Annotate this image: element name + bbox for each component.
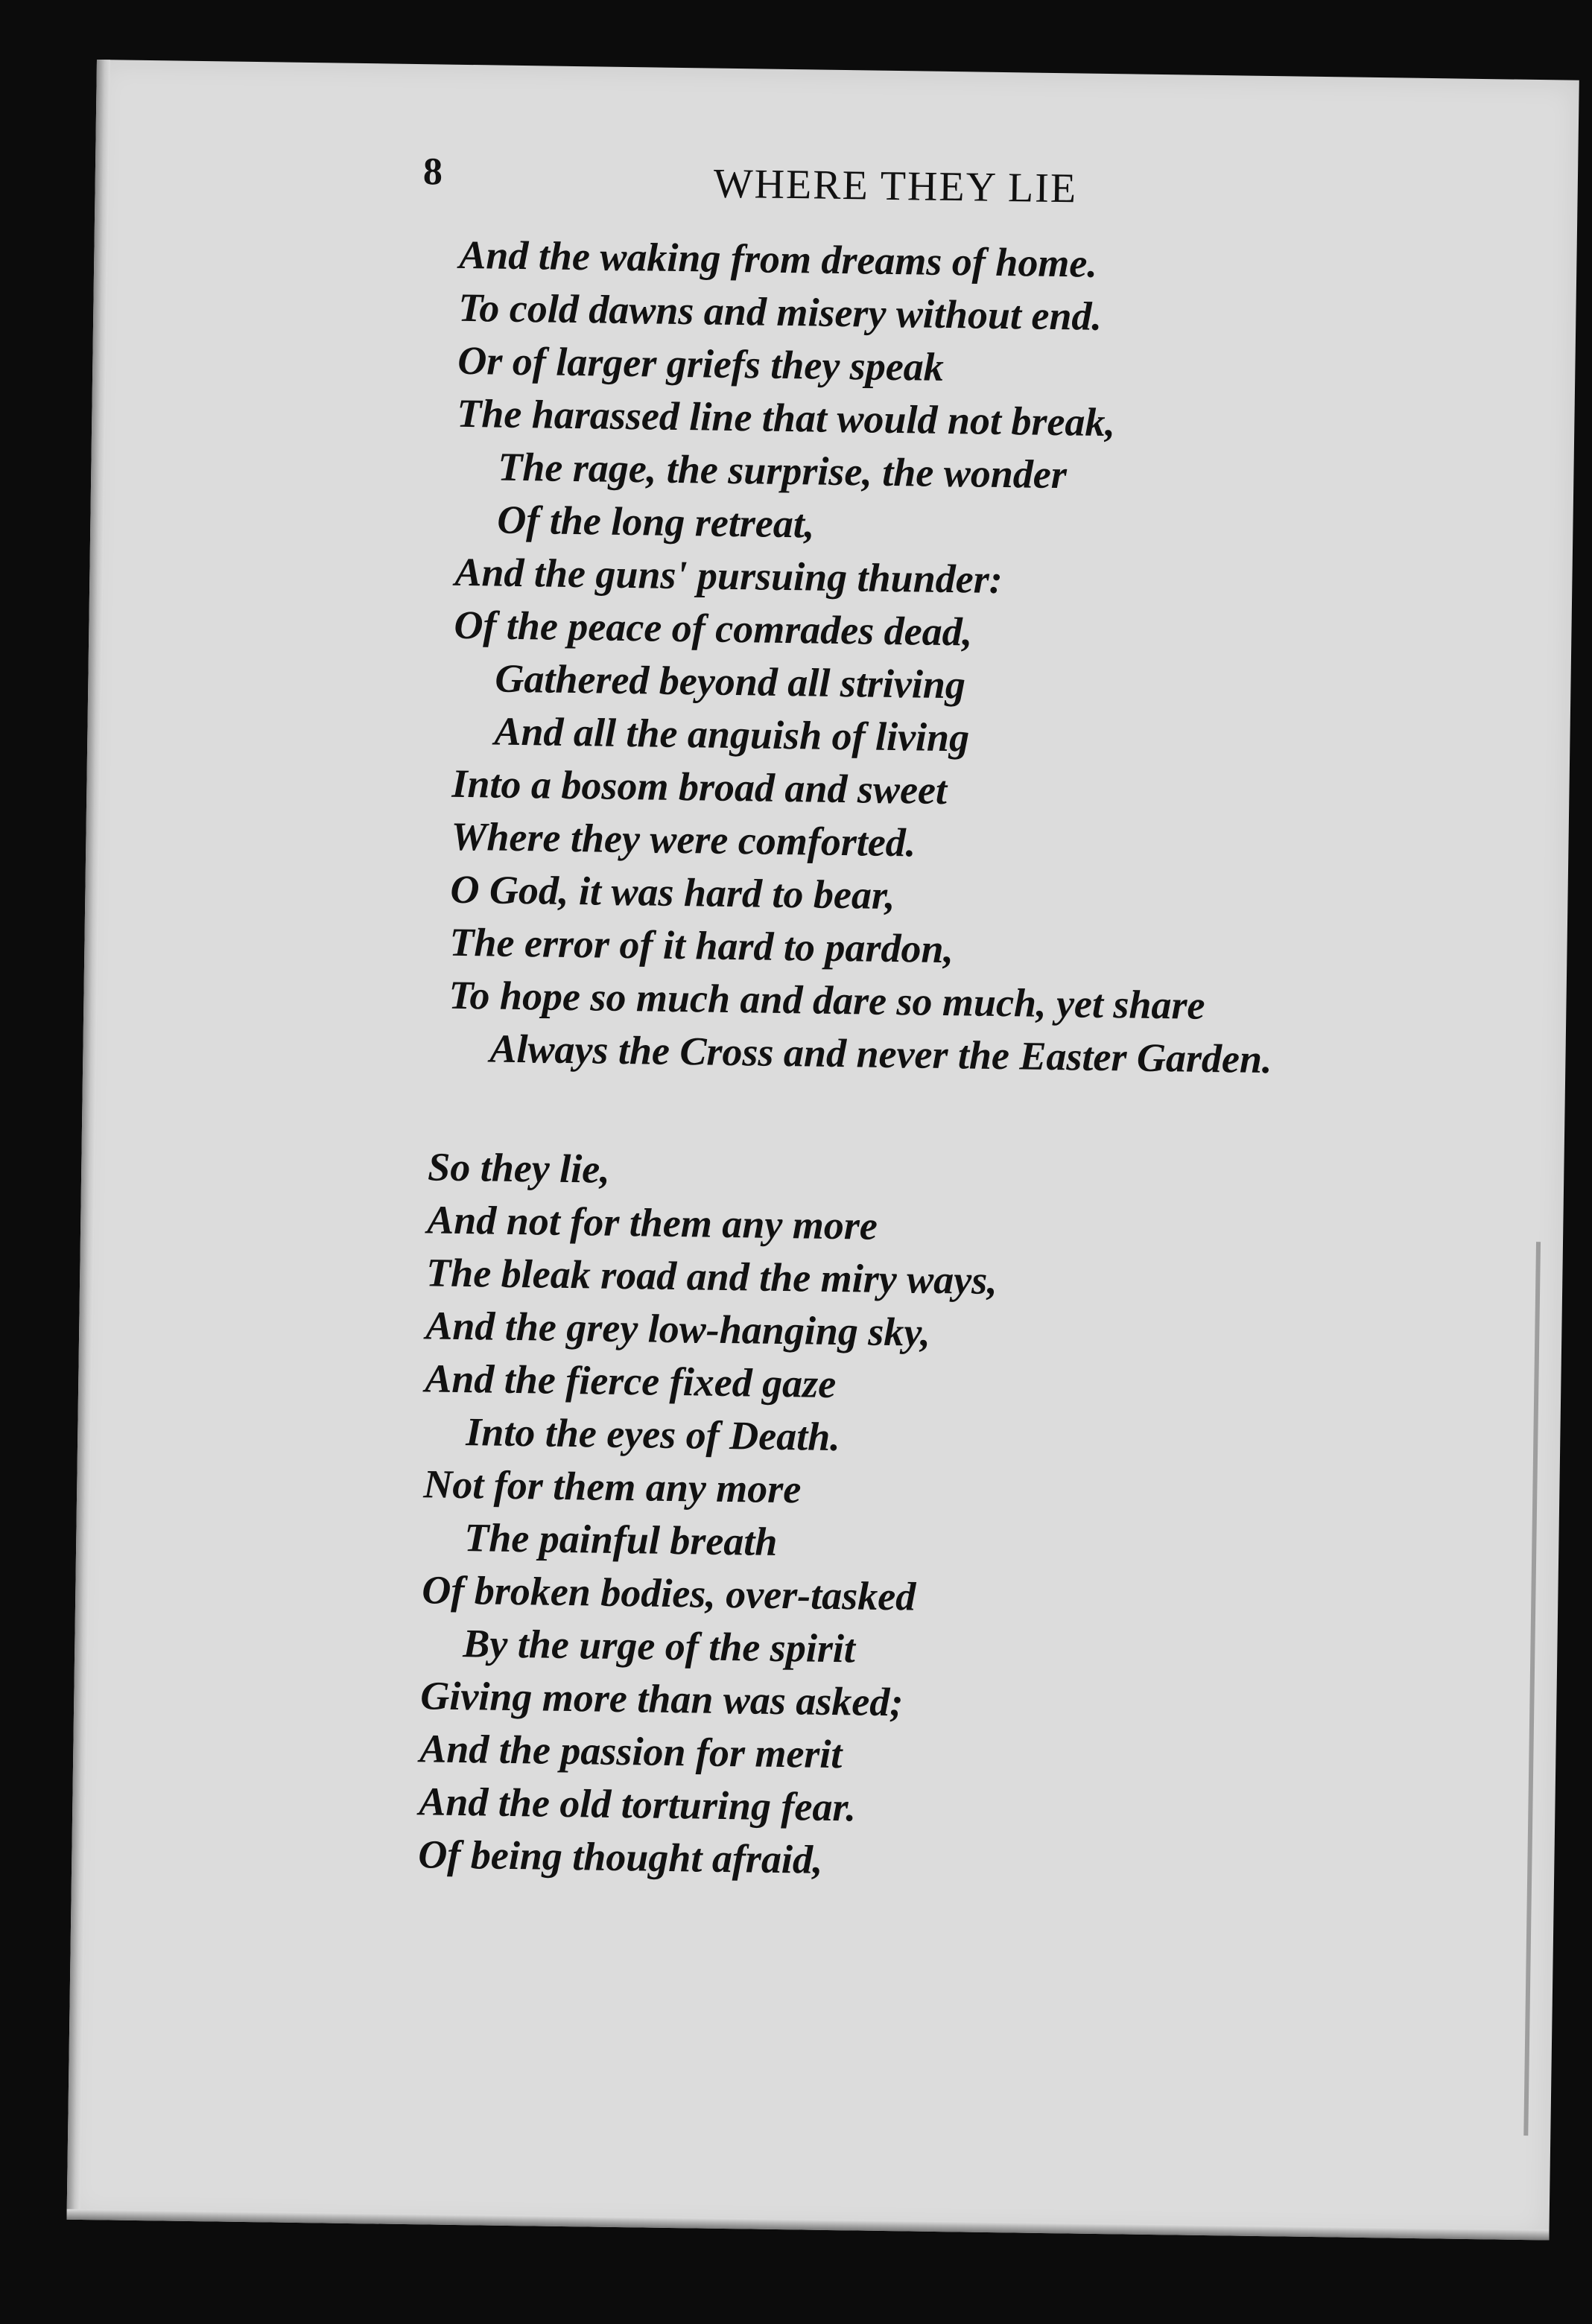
running-title: WHERE THEY LIE xyxy=(713,160,1078,212)
poem-line: Of the long retreat, xyxy=(497,497,815,547)
page-edge-left xyxy=(67,60,110,2220)
binding-shadow xyxy=(1523,1242,1541,2136)
poem-line: And not for them any more xyxy=(426,1197,878,1248)
poem-line: Into the eyes of Death. xyxy=(465,1409,841,1460)
poem-line: And the waking from dreams of home. xyxy=(458,232,1098,286)
poem-line: The painful breath xyxy=(463,1515,778,1564)
poem-line: And the passion for merit xyxy=(419,1726,843,1777)
poem-line: Of being thought afraid, xyxy=(417,1832,823,1882)
page-edge-bottom xyxy=(67,2209,1550,2241)
poem-line: The bleak road and the miry ways, xyxy=(425,1250,998,1304)
poem-line: Where they were comforted. xyxy=(451,813,916,866)
page-number: 8 xyxy=(422,150,443,194)
poem-line: Not for them any more xyxy=(422,1461,802,1512)
poem-line: And the fierce fixed gaze xyxy=(424,1356,837,1407)
poem-line: So they lie, xyxy=(427,1144,611,1192)
poem-line: To cold dawns and misery without end. xyxy=(457,285,1103,339)
poem-line: And the grey low-hanging sky, xyxy=(425,1303,931,1355)
poem-line: Of the peace of comrades dead, xyxy=(454,602,973,655)
poem-line: The rage, the surprise, the wonder xyxy=(498,444,1068,498)
poem-line: To hope so much and dare so much, yet share xyxy=(448,972,1205,1028)
book-page xyxy=(67,60,1579,2241)
poem-line: Of broken bodies, over-tasked xyxy=(421,1567,916,1619)
poem-line: Gathered beyond all striving xyxy=(495,655,966,708)
poem-stanza-1 xyxy=(448,229,1284,1086)
page-header xyxy=(95,145,1578,226)
poem-line: O God, it was hard to bear, xyxy=(450,866,895,918)
poem-line: And the guns' pursuing thunder: xyxy=(454,549,1003,603)
poem-line: And all the anguish of living xyxy=(494,708,970,761)
poem-line: Giving more than was asked; xyxy=(419,1673,904,1725)
poem-line: The error of it hard to pardon, xyxy=(449,919,954,972)
poem-line: By the urge of the spirit xyxy=(462,1621,856,1671)
poem-line: Into a bosom broad and sweet xyxy=(451,761,948,813)
poem-line: And the old torturing fear. xyxy=(418,1779,857,1830)
poem-line: The harassed line that would not break, xyxy=(456,390,1116,445)
poem-stanza-2 xyxy=(418,1140,999,1889)
poem-line: Or of larger griefs they speak xyxy=(457,337,945,390)
poem-line: Always the Cross and never the Easter Garden. xyxy=(489,1026,1272,1082)
